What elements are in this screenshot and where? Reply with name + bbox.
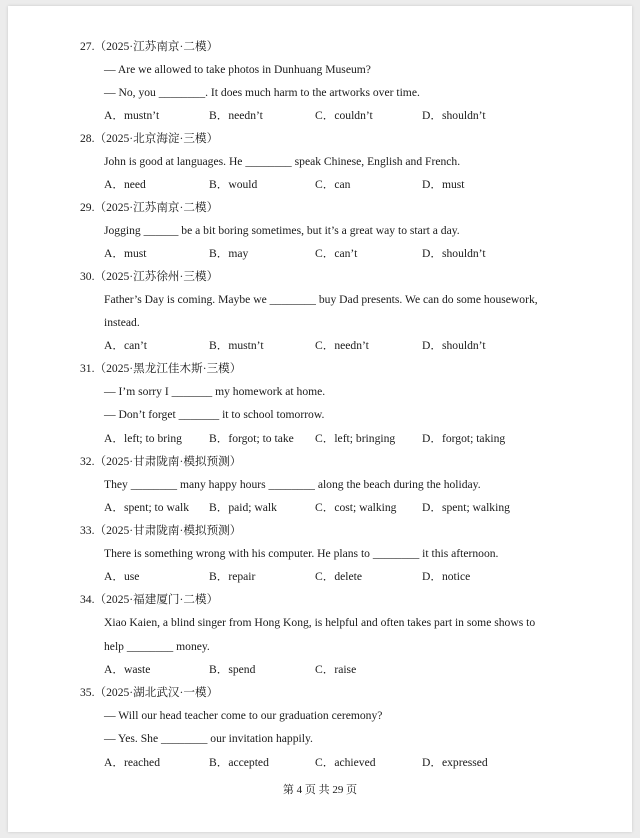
question-28-options [104, 178, 564, 192]
option-b: B．mustn’t [209, 339, 264, 352]
option-c: C．needn’t [315, 339, 369, 352]
question-33-header [80, 524, 241, 538]
option-c: C．achieved [315, 756, 376, 769]
question-27-line-1: — Are we allowed to take photos in Dunhuang Museum? [104, 63, 371, 76]
option-b: B．spend [209, 663, 256, 676]
option-d: D．notice [422, 570, 471, 583]
question-27-header [80, 40, 218, 54]
question-30-line-2: instead. [104, 316, 140, 329]
option-a: A．use [104, 570, 140, 583]
option-a: A．can’t [104, 339, 147, 352]
question-35-options [104, 756, 564, 770]
question-number: 33. [80, 524, 95, 537]
question-35-header [80, 686, 218, 700]
option-a: A．waste [104, 663, 151, 676]
question-34-line-1: Xiao Kaien, a blind singer from Hong Kong, is helpful and often takes part in some shows to [104, 616, 536, 629]
option-c: C．couldn’t [315, 109, 373, 122]
option-a: A．reached [104, 756, 161, 769]
option-b: B．forgot; to take [209, 432, 294, 445]
question-source: （2025·湖北武汉·一模） [94, 686, 219, 699]
question-number: 27. [80, 40, 95, 53]
question-31-header [80, 362, 241, 376]
question-32-line-1: They ________ many happy hours ________ along the beach during the holiday. [104, 478, 481, 491]
question-30-options [104, 339, 564, 353]
option-a: A．mustn’t [104, 109, 160, 122]
question-source: （2025·甘肃陇南·模拟预测） [94, 524, 242, 537]
question-number: 35. [80, 686, 95, 699]
question-34-header [80, 593, 218, 607]
question-30-header [80, 270, 218, 284]
option-d: D．must [422, 178, 465, 191]
option-a: A．left; to bring [104, 432, 182, 445]
option-b: B．paid; walk [209, 501, 277, 514]
question-number: 31. [80, 362, 95, 375]
option-c: C．cost; walking [315, 501, 397, 514]
question-33-options [104, 570, 564, 584]
option-c: C．left; bringing [315, 432, 396, 445]
option-c: C．can’t [315, 247, 358, 260]
question-source: （2025·甘肃陇南·模拟预测） [94, 455, 242, 468]
option-c: C．delete [315, 570, 363, 583]
question-27-options [104, 109, 564, 123]
page-footer: 第 4 页 共 29 页 [282, 784, 358, 796]
option-a: A．must [104, 247, 147, 260]
option-c: C．can [315, 178, 351, 191]
question-27-line-2: — No, you ________. It does much harm to the artworks over time. [104, 86, 420, 99]
question-28-line-1: John is good at languages. He ________ speak Chinese, English and French. [104, 155, 461, 168]
question-32-options [104, 501, 564, 515]
question-29-options [104, 247, 564, 261]
question-source: （2025·江苏南京·二模） [94, 40, 219, 53]
question-32-header [80, 455, 241, 469]
option-d: D．shouldn’t [422, 109, 486, 122]
option-b: B．needn’t [209, 109, 263, 122]
question-35-line-2: — Yes. She ________ our invitation happily. [104, 732, 313, 745]
question-31-line-1: — I’m sorry I _______ my homework at home. [104, 385, 326, 398]
question-34-line-2: help ________ money. [104, 640, 210, 653]
option-a: A．need [104, 178, 146, 191]
option-b: B．would [209, 178, 258, 191]
question-number: 29. [80, 201, 95, 214]
question-number: 32. [80, 455, 95, 468]
question-34-options [104, 663, 564, 677]
option-b: B．accepted [209, 756, 269, 769]
option-d: D．shouldn’t [422, 247, 486, 260]
question-30-line-1: Father’s Day is coming. Maybe we ________ buy Dad presents. We can do some housework, [104, 293, 538, 306]
question-29-line-1: Jogging ______ be a bit boring sometimes, but it’s a great way to start a day. [104, 224, 460, 237]
document-page [8, 6, 632, 832]
option-b: B．repair [209, 570, 256, 583]
question-number: 34. [80, 593, 95, 606]
option-c: C．raise [315, 663, 357, 676]
question-source: （2025·黑龙江佳木斯·三模） [94, 362, 242, 375]
question-source: （2025·北京海淀·三模） [94, 132, 219, 145]
option-b: B．may [209, 247, 249, 260]
question-source: （2025·江苏南京·二模） [94, 201, 219, 214]
question-28-header [80, 132, 218, 146]
question-number: 28. [80, 132, 95, 145]
option-d: D．shouldn’t [422, 339, 486, 352]
option-a: A．spent; to walk [104, 501, 190, 514]
question-33-line-1: There is something wrong with his computer. He plans to ________ it this afternoon. [104, 547, 499, 560]
question-number: 30. [80, 270, 95, 283]
question-35-line-1: — Will our head teacher come to our graduation ceremony? [104, 709, 383, 722]
question-source: （2025·江苏徐州·三模） [94, 270, 219, 283]
option-d: D．spent; walking [422, 501, 510, 514]
question-29-header [80, 201, 218, 215]
question-source: （2025·福建厦门·二模） [94, 593, 219, 606]
question-31-line-2: — Don’t forget _______ it to school tomorrow. [104, 408, 325, 421]
option-d: D．forgot; taking [422, 432, 506, 445]
option-d: D．expressed [422, 756, 488, 769]
question-31-options [104, 432, 564, 446]
